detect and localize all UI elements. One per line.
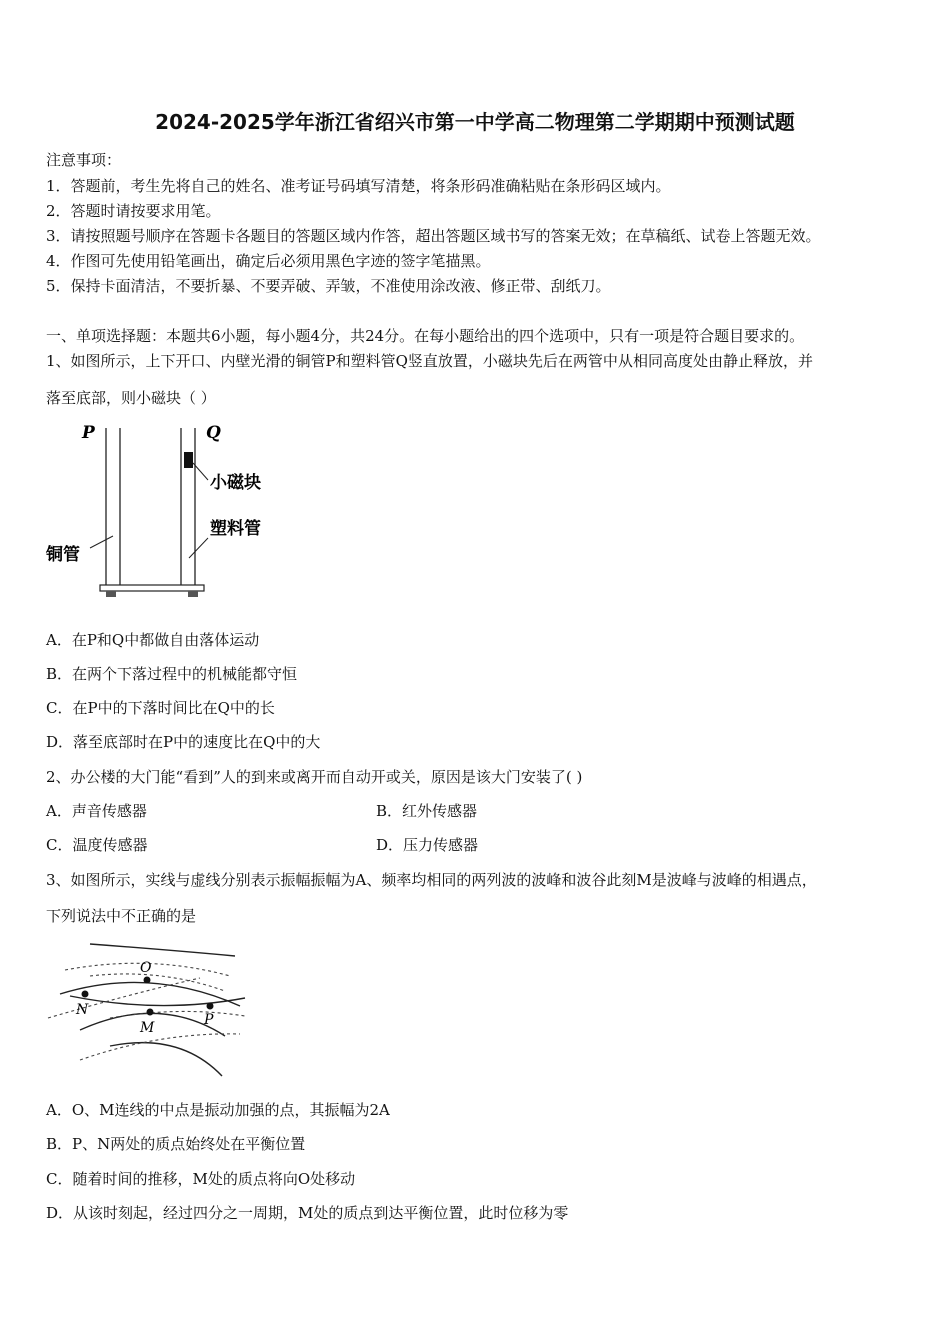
q1-option-b: B．在两个下落过程中的机械能都守恒: [46, 665, 298, 683]
label-o: O: [140, 960, 152, 976]
copper-pointer: [90, 536, 113, 548]
magnet-block: [184, 452, 193, 468]
crest-line: [90, 944, 235, 956]
q3-option-c: C．随着时间的推移，M处的质点将向O处移动: [46, 1170, 356, 1188]
q1-stem-line1: 1、如图所示，上下开口、内壁光滑的铜管P和塑料管Q竖直放置，小磁块先后在两管中从相同高度处由静止释放，并: [46, 352, 813, 370]
notice-item: 2．答题时请按要求用笔。: [46, 202, 221, 220]
point-n: [82, 991, 89, 998]
plastic-label: 塑料管: [210, 519, 261, 539]
label-q: Q: [206, 423, 221, 443]
q1-tube-figure: [40, 418, 290, 603]
q3-wave-figure: [40, 936, 260, 1081]
trough-line: [110, 1011, 245, 1018]
notice-heading: 注意事项：: [46, 151, 122, 169]
page-title: 2024-2025学年浙江省绍兴市第一中学高二物理第二学期期中预测试题: [155, 110, 795, 134]
q3-stem-line2: 下列说法中不正确的是: [46, 907, 197, 925]
point-m: [147, 1009, 154, 1016]
q2-option-d: D．压力传感器: [376, 836, 479, 854]
base-foot-right: [188, 591, 198, 597]
q2-option-a: A．声音传感器: [46, 802, 147, 820]
notice-item: 3．请按照题号顺序在答题卡各题目的答题区域内作答，超出答题区域书写的答案无效；在草稿纸、试卷上答题无效。: [46, 227, 821, 245]
q1-option-c: C．在P中的下落时间比在Q中的长: [46, 699, 275, 717]
q3-option-b: B．P、N两处的质点始终处在平衡位置: [46, 1135, 306, 1153]
plastic-pointer: [189, 538, 208, 558]
base-foot-left: [106, 591, 116, 597]
copper-label: 铜管: [46, 545, 80, 565]
q1-option-d: D．落至底部时在P中的速度比在Q中的大: [46, 733, 321, 751]
point-p: [207, 1003, 214, 1010]
trough-line: [90, 974, 225, 991]
label-p: P: [82, 423, 95, 443]
label-n: N: [76, 1002, 89, 1018]
q3-stem-line1: 3、如图所示，实线与虚线分别表示振幅振幅为A、频率均相同的两列波的波峰和波谷此刻M是波峰与波峰的相遇点，: [46, 871, 817, 889]
q2-stem: 2、办公楼的大门能“看到”人的到来或离开而自动开或关，原因是该大门安装了( ): [46, 768, 583, 786]
q3-option-d: D．从该时刻起，经过四分之一周期，M处的质点到达平衡位置，此时位移为零: [46, 1204, 569, 1222]
crest-line: [110, 1043, 222, 1076]
q3-option-a: A．O、M连线的中点是振动加强的点，其振幅为2A: [46, 1101, 390, 1119]
q1-stem-line2: 落至底部，则小磁块（ ）: [46, 389, 216, 407]
base-plate: [100, 585, 204, 591]
section-heading: 一、单项选择题：本题共6小题，每小题4分，共24分。在每小题给出的四个选项中，只有一项是符合题目要求的。: [46, 327, 805, 345]
trough-line: [80, 1034, 240, 1060]
notice-item: 4．作图可先使用铅笔画出，确定后必须用黑色字迹的签字笔描黑。: [46, 252, 491, 270]
label-m: M: [140, 1020, 155, 1036]
q1-option-a: A．在P和Q中都做自由落体运动: [46, 631, 260, 649]
notice-item: 1．答题前，考生先将自己的姓名、准考证号码填写清楚，将条形码准确粘贴在条形码区域内。: [46, 177, 671, 195]
notice-item: 5．保持卡面清洁，不要折暴、不要弄破、弄皱，不准使用涂改液、修正带、刮纸刀。: [46, 277, 611, 295]
label-p: P: [204, 1012, 214, 1028]
q2-option-b: B．红外传感器: [376, 802, 478, 820]
magnet-label: 小磁块: [210, 473, 261, 493]
q2-option-c: C．温度传感器: [46, 836, 148, 854]
point-o: [144, 977, 151, 984]
